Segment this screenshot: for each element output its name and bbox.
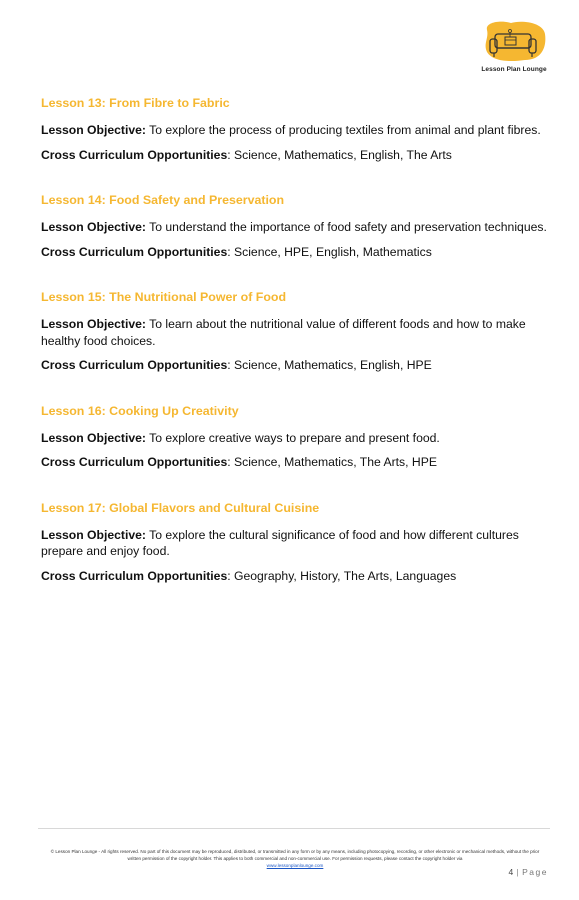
lesson-objective xyxy=(41,316,561,349)
cross-curriculum xyxy=(41,357,561,374)
lesson-objective xyxy=(41,430,561,447)
lesson-title: Lesson 15: The Nutritional Power of Food xyxy=(41,290,287,304)
cross-curriculum-label: Cross Curriculum Opportunities xyxy=(41,358,228,372)
objective-text: To explore the cultural significance of food and how different cultures prepare and enjoy food. xyxy=(41,527,519,558)
lesson-plan-lounge-logo xyxy=(478,20,550,80)
cross-curriculum xyxy=(41,147,561,164)
logo-text: Lesson Plan Lounge xyxy=(481,66,547,73)
page-separator: | xyxy=(516,867,519,877)
lesson-title: Lesson 13: From Fibre to Fabric xyxy=(41,96,230,110)
objective-label: Lesson Objective: xyxy=(41,430,146,445)
footer-divider xyxy=(38,828,550,829)
page-number xyxy=(508,867,548,877)
objective-label: Lesson Objective: xyxy=(41,317,146,331)
lesson-13 xyxy=(41,96,561,163)
sofa-icon xyxy=(481,20,547,66)
copyright-text: © Lesson Plan Lounge - All rights reserved. No part of this document may be reproduced, distributed, or transmitted in any form or by any means, including photocopying, recording, or other electronic or mechanical methods, without the prior written permission of the copyright holder. This applies to both commercial and non-commercial use. For permission requests, please contact the copyright holder via xyxy=(50,849,540,861)
cross-curriculum xyxy=(41,568,561,585)
lesson-title: Lesson 14: Food Safety and Preservation xyxy=(41,193,285,207)
lesson-16 xyxy=(41,404,561,471)
lesson-15 xyxy=(41,290,561,374)
objective-label: Lesson Objective: xyxy=(41,527,146,542)
lesson-title: Lesson 16: Cooking Up Creativity xyxy=(41,403,239,418)
website-link[interactable]: www.lessonplanlounge.com xyxy=(266,863,324,868)
cross-curriculum-label: Cross Curriculum Opportunities xyxy=(41,568,228,583)
objective-text: To learn about the nutritional value of different foods and how to make healthy food choices. xyxy=(41,317,526,348)
lesson-objective xyxy=(41,219,561,236)
lesson-title: Lesson 17: Global Flavors and Cultural Cuisine xyxy=(41,500,320,515)
page-label: Page xyxy=(522,867,548,877)
cross-curriculum-text: : Science, Mathematics, The Arts, HPE xyxy=(227,455,437,469)
lesson-objective xyxy=(41,527,561,560)
cross-curriculum xyxy=(41,244,561,261)
cross-curriculum-text: : Geography, History, The Arts, Languages xyxy=(227,568,457,583)
cross-curriculum-text: : Science, Mathematics, English, HPE xyxy=(227,358,432,372)
lesson-objective xyxy=(41,122,561,139)
objective-text: To explore creative ways to prepare and present food. xyxy=(145,430,440,445)
lesson-list xyxy=(41,96,561,614)
cross-curriculum-label: Cross Curriculum Opportunities xyxy=(41,455,228,469)
objective-label: Lesson Objective: xyxy=(41,123,146,137)
lesson-14 xyxy=(41,193,561,260)
lesson-17 xyxy=(41,501,561,585)
cross-curriculum-label: Cross Curriculum Opportunities xyxy=(41,244,228,259)
copyright-notice xyxy=(44,848,546,869)
cross-curriculum xyxy=(41,454,561,471)
cross-curriculum-text: : Science, Mathematics, English, The Arts xyxy=(227,147,452,162)
cross-curriculum-text: : Science, HPE, English, Mathematics xyxy=(227,244,432,259)
objective-text: To explore the process of producing textiles from animal and plant fibres. xyxy=(145,123,541,137)
objective-label: Lesson Objective: xyxy=(41,220,146,234)
cross-curriculum-label: Cross Curriculum Opportunities xyxy=(41,147,228,162)
objective-text: To understand the importance of food safety and preservation techniques. xyxy=(145,220,547,234)
page-number-value: 4 xyxy=(508,867,514,877)
